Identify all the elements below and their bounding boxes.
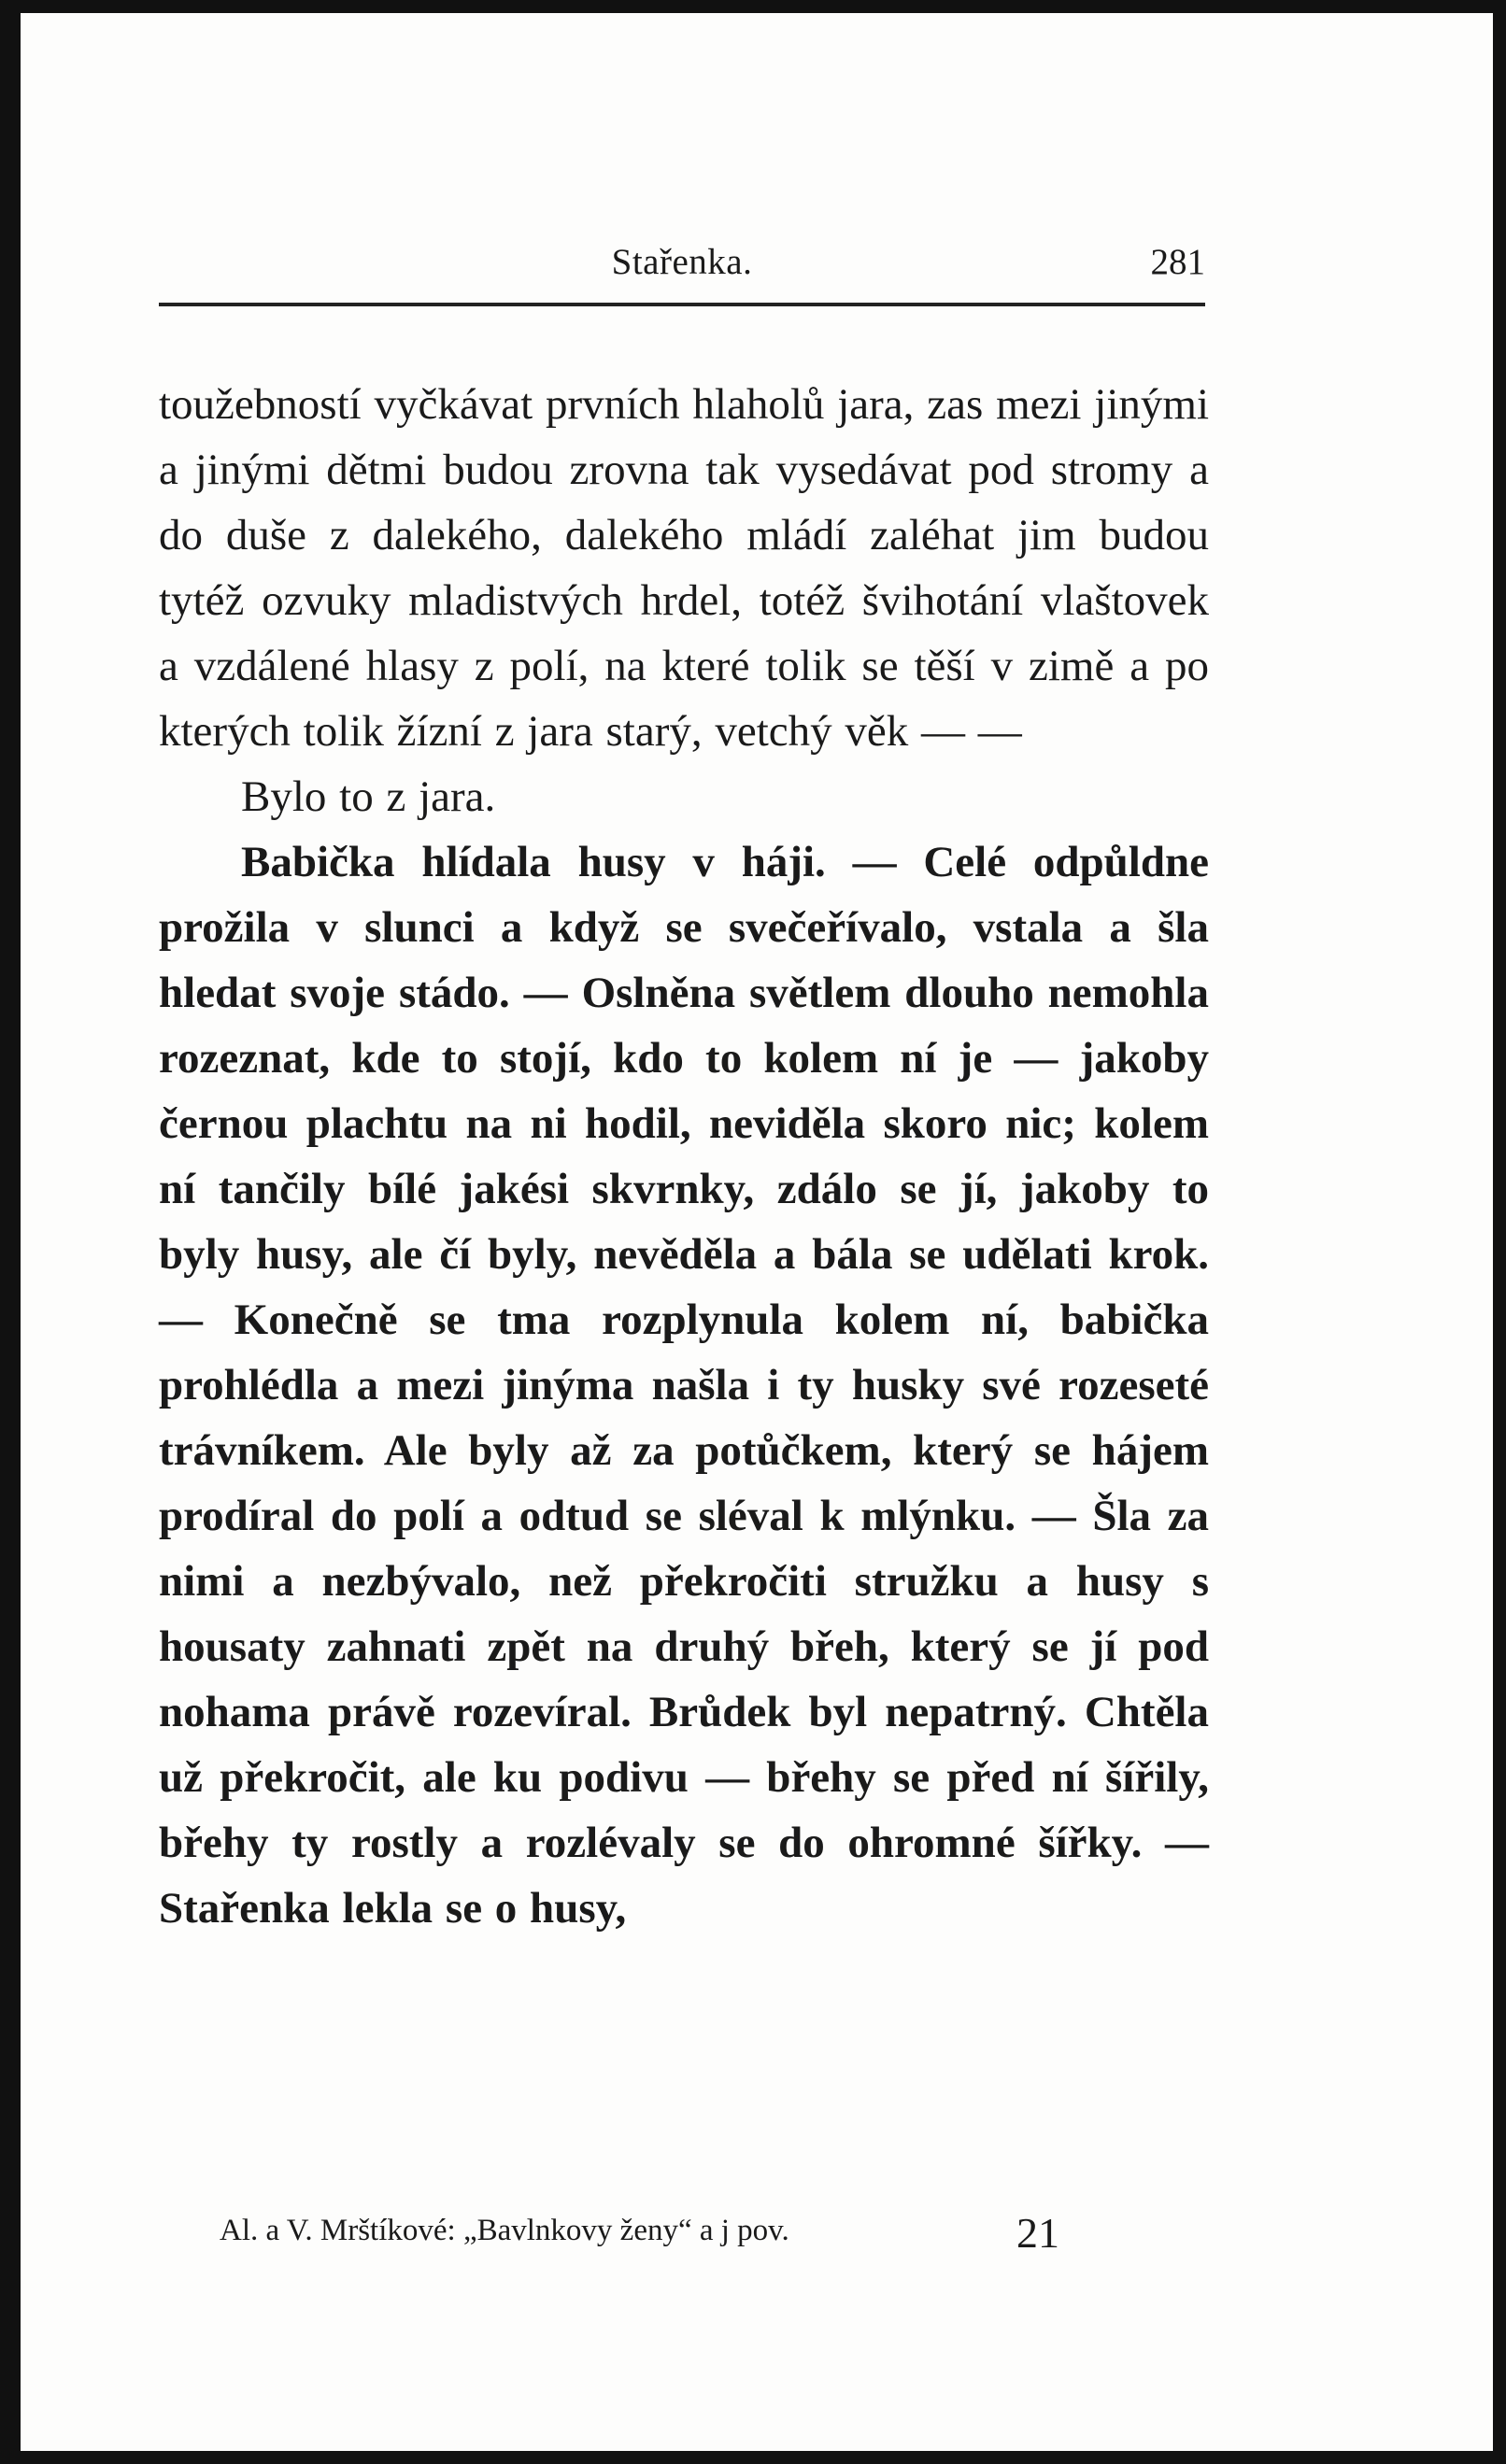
page-number: 281 [1150,242,1205,282]
running-head [159,241,1205,297]
running-title: Stařenka. [611,242,753,282]
paragraph-main: Babička hlídala husy v háji. — Celé odpůldne prožila v slunci a když se svečeřívalo, vstala a šla hledat svoje stádo. — Oslněna světlem dlouho nemohla rozeznat, kde to stojí, kdo to kolem ní je — jakoby černou plachtu na ni hodil, neviděla skoro nic; kolem ní tančily bílé jakési skvrnky, zdálo se jí, jakoby to byly husy, ale čí byly, nevěděla a bála se udělati krok. — Konečně se tma rozplynula kolem ní, babička prohlédla a mezi jinýma našla i ty husky své rozeseté trávníkem. Ale byly až za potůčkem, který se hájem prodíral do polí a odtud se sléval k mlýnku. — Šla za nimi a nezbývalo, než překročiti stružku a husy s housaty zahnati zpět na druhý břeh, který se jí pod nohama právě rozevíral. Brůdek byl nepatrný. Chtěla už překročit, ale ku podivu — břehy se před ní šířily, břehy ty rostly a rozlévaly se do ohromné šířky. — Stařenka lekla se o husy, [159,838,1209,1933]
scan-edge-right [1493,0,1506,2464]
printer-signature: Al. a V. Mrštíkové: „Bavlnkovy ženy“ a j pov. [220,2214,789,2247]
scan-edge-left [0,0,21,2464]
header-rule [159,303,1205,306]
paragraph-continuation: toužebností vyčkávat prvních hlaholů jara, zas mezi jinými a jinými dětmi budou zrovna tak vysedávat pod stromy a do duše z dalekého, dalekého mládí zaléhat jim budou tytéž ozvuky mladistvých hrdel, totéž švihotání vlaštovek a vzdálené hlasy z polí, na které tolik se těší v zimě a po kterých tolik žízní z jara starý, vetchý věk — — [159,380,1209,756]
scan-edge-top [0,0,1506,13]
scan-edge-bottom [0,2451,1506,2464]
body-text [159,372,1209,1941]
paragraph-short: Bylo to z jara. [241,772,496,821]
signature-mark: 21 [1016,2209,1059,2257]
